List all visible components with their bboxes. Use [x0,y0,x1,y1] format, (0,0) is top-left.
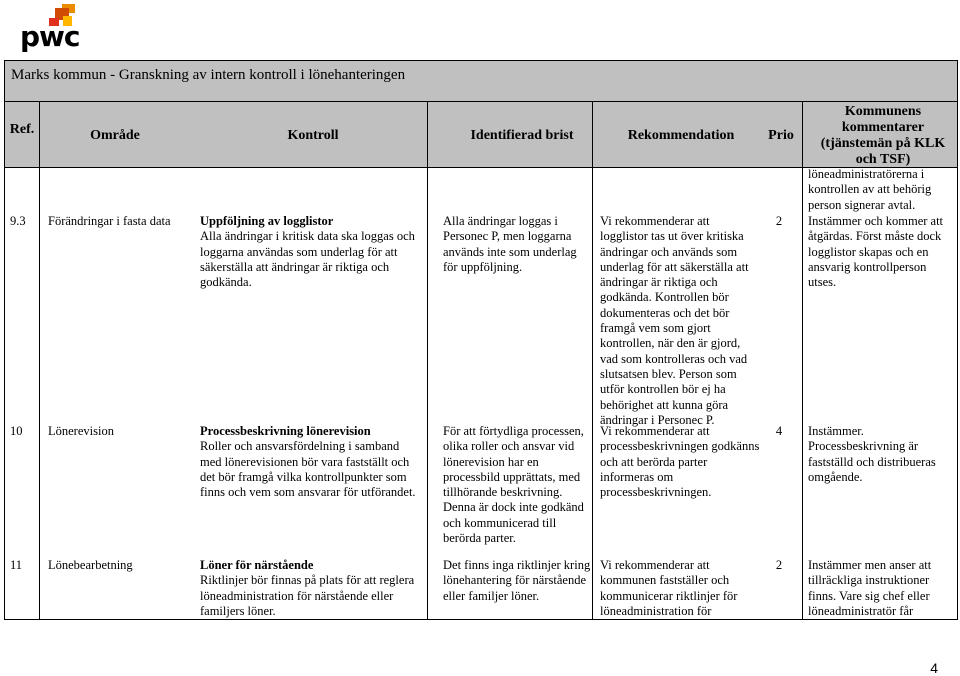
header-identifierad-brist: Identifierad brist [470,128,574,143]
row-rekommendation: Vi rekommenderar att processbeskrivningen godkänns och att berörda parter informeras om processbeskrivningen. [600,424,760,500]
row-rekommendation: Vi rekommenderar att kommunen fastställer och kommunicerar riktlinjer för löneadministration för [600,558,738,618]
logo-wordmark: pwc [20,20,80,53]
document-title: Marks kommun - Granskning av intern kontroll i lönehanteringen [11,67,406,83]
column-divider [427,102,428,620]
header-kontroll: Kontroll [287,128,339,143]
row-identifierad-brist: Det finns inga riktlinjer kring lönehantering för närstående eller familjer löner. [443,558,591,603]
row-kontroll-text: Alla ändringar i kritisk data ska loggas och loggarna användas som underlag för att säkerställa att ändringar är riktiga och godkända. [200,229,415,290]
row-identifierad-brist: För att förtydliga processen, olika roller och ansvar vid lönerevision har en processbild upprättats, med tillhörande beskrivning. Denna är dock inte godkänd och kommunicerad till berörda parter. [443,424,584,546]
row-kontroll [200,424,422,500]
column-divider [39,102,40,620]
page-number: 4 [930,660,938,676]
row-omrade: Lönebearbetning [48,558,133,572]
pwc-logo [18,2,88,54]
header-rekommendation: Rekommendation [627,128,735,143]
header-prio: Prio [768,128,794,143]
row-prio: 2 [775,214,783,228]
row-kontroll-title: Processbeskrivning lönerevision [200,424,371,438]
row-kontroll-text: Roller och ansvarsfördelning i samband med lönerevisionen bör vara fastställt och det bör framgå vilka kontrollpunkter som finns och vem som ansvarar för utförandet. [200,439,416,500]
row-identifierad-brist: Alla ändringar loggas i Personec P, men loggarna används inte som underlag för uppföljning. [443,214,577,274]
row-kommentar-continued: löneadministratörerna i kontrollen av att behörig person signerar avtal. [808,167,932,212]
row-kontroll-title: Löner för närstående [200,558,314,572]
row-prio: 2 [775,558,783,572]
row-omrade: Förändringar i fasta data [48,214,171,228]
row-ref: 9.3 [10,214,26,228]
row-prio: 4 [775,424,783,438]
header-ref: Ref. [9,122,35,137]
row-kontroll-title: Uppföljning av logglistor [200,214,334,228]
row-kontroll-text: Riktlinjer bör finnas på plats för att reglera löneadministration för närstående eller familjers löner. [200,573,415,618]
row-ref: 10 [10,424,23,438]
row-rekommendation: Vi rekommenderar att logglistor tas ut över kritiska ändringar och används som underlag för att säkerställa att ändringar är riktiga och godkända. Kontrollen bör dokumenteras och det bör framgå vem som gjort kontrollen, när den är gjord, vad som kontrolleras och vad slutsatsen blev. Person som utför kontrollen bör ej ha behörighet att kunna göra ändringar i Personec P. [600,214,749,427]
row-omrade: Lönerevision [48,424,114,438]
row-kommentar: Instämmer. Processbeskrivning är fastställd och distribueras omgående. [808,424,936,484]
row-ref: 11 [10,558,23,572]
row-kommentar: Instämmer men anser att tillräckliga instruktioner finns. Vare sig chef eller löneadministratör får [808,558,932,618]
row-kommentar: Instämmer och kommer att åtgärdas. Först måste dock logglistor skapas och en ansvarig kontrollperson utses. [808,214,944,290]
header-kommentarer: Kommunens kommentarer (tjänstemän på KLK och TSF) [820,104,946,167]
header-omrade: Område [90,128,140,143]
row-kontroll [200,214,422,290]
row-kontroll [200,558,422,619]
column-divider [802,102,803,620]
